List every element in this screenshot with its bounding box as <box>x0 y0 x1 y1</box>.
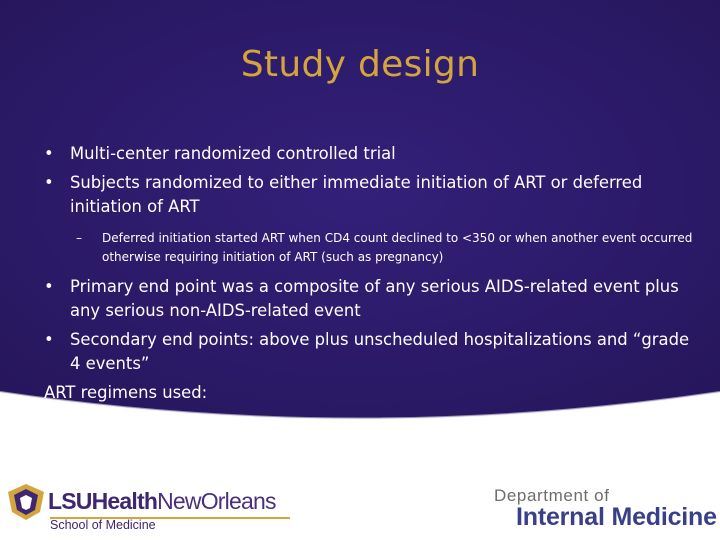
slide-body <box>44 142 694 405</box>
lsu-emblem-icon <box>6 482 46 522</box>
school-of-medicine-text: School of Medicine <box>50 518 156 532</box>
bullet-item <box>44 171 694 219</box>
bullet-text: Secondary end points: above plus unscheduled hospitalizations and “grade 4 events” <box>70 330 690 373</box>
bullet-marker: • <box>44 144 54 163</box>
bullet-marker: • <box>44 277 54 296</box>
bullet-item <box>44 275 694 323</box>
health-text: Health <box>91 488 158 514</box>
department-of-text: Department of <box>494 486 610 505</box>
bullet-marker: • <box>44 173 54 192</box>
bullet-marker: • <box>44 330 54 349</box>
sub-bullet-text: Deferred initiation started ART when CD4 count declined to <350 or when another event occurred otherwise requiring initiation of ART (such as pregnancy) <box>102 231 693 264</box>
sub-bullet-item <box>44 229 694 267</box>
bullet-text: Subjects randomized to either immediate initiation of ART or deferred initiation of ART <box>70 173 643 216</box>
trailing-text: ART regimens used: <box>44 383 208 402</box>
bullet-text: Primary end point was a composite of any serious AIDS-related event plus any serious non-AIDS-related event <box>70 277 679 320</box>
lsu-wordmark <box>48 488 276 515</box>
sub-bullet-marker: – <box>76 231 82 245</box>
bullet-item <box>44 142 694 166</box>
bullet-text: Multi-center randomized controlled trial <box>70 144 396 163</box>
slide-title: Study design <box>240 44 480 85</box>
bullet-item <box>44 328 694 376</box>
new-orleans-text: NewOrleans <box>157 488 276 514</box>
lsu-health-logo <box>6 480 296 536</box>
lsu-text: LSU <box>48 488 92 514</box>
internal-medicine-text: Internal Medicine <box>516 503 717 531</box>
